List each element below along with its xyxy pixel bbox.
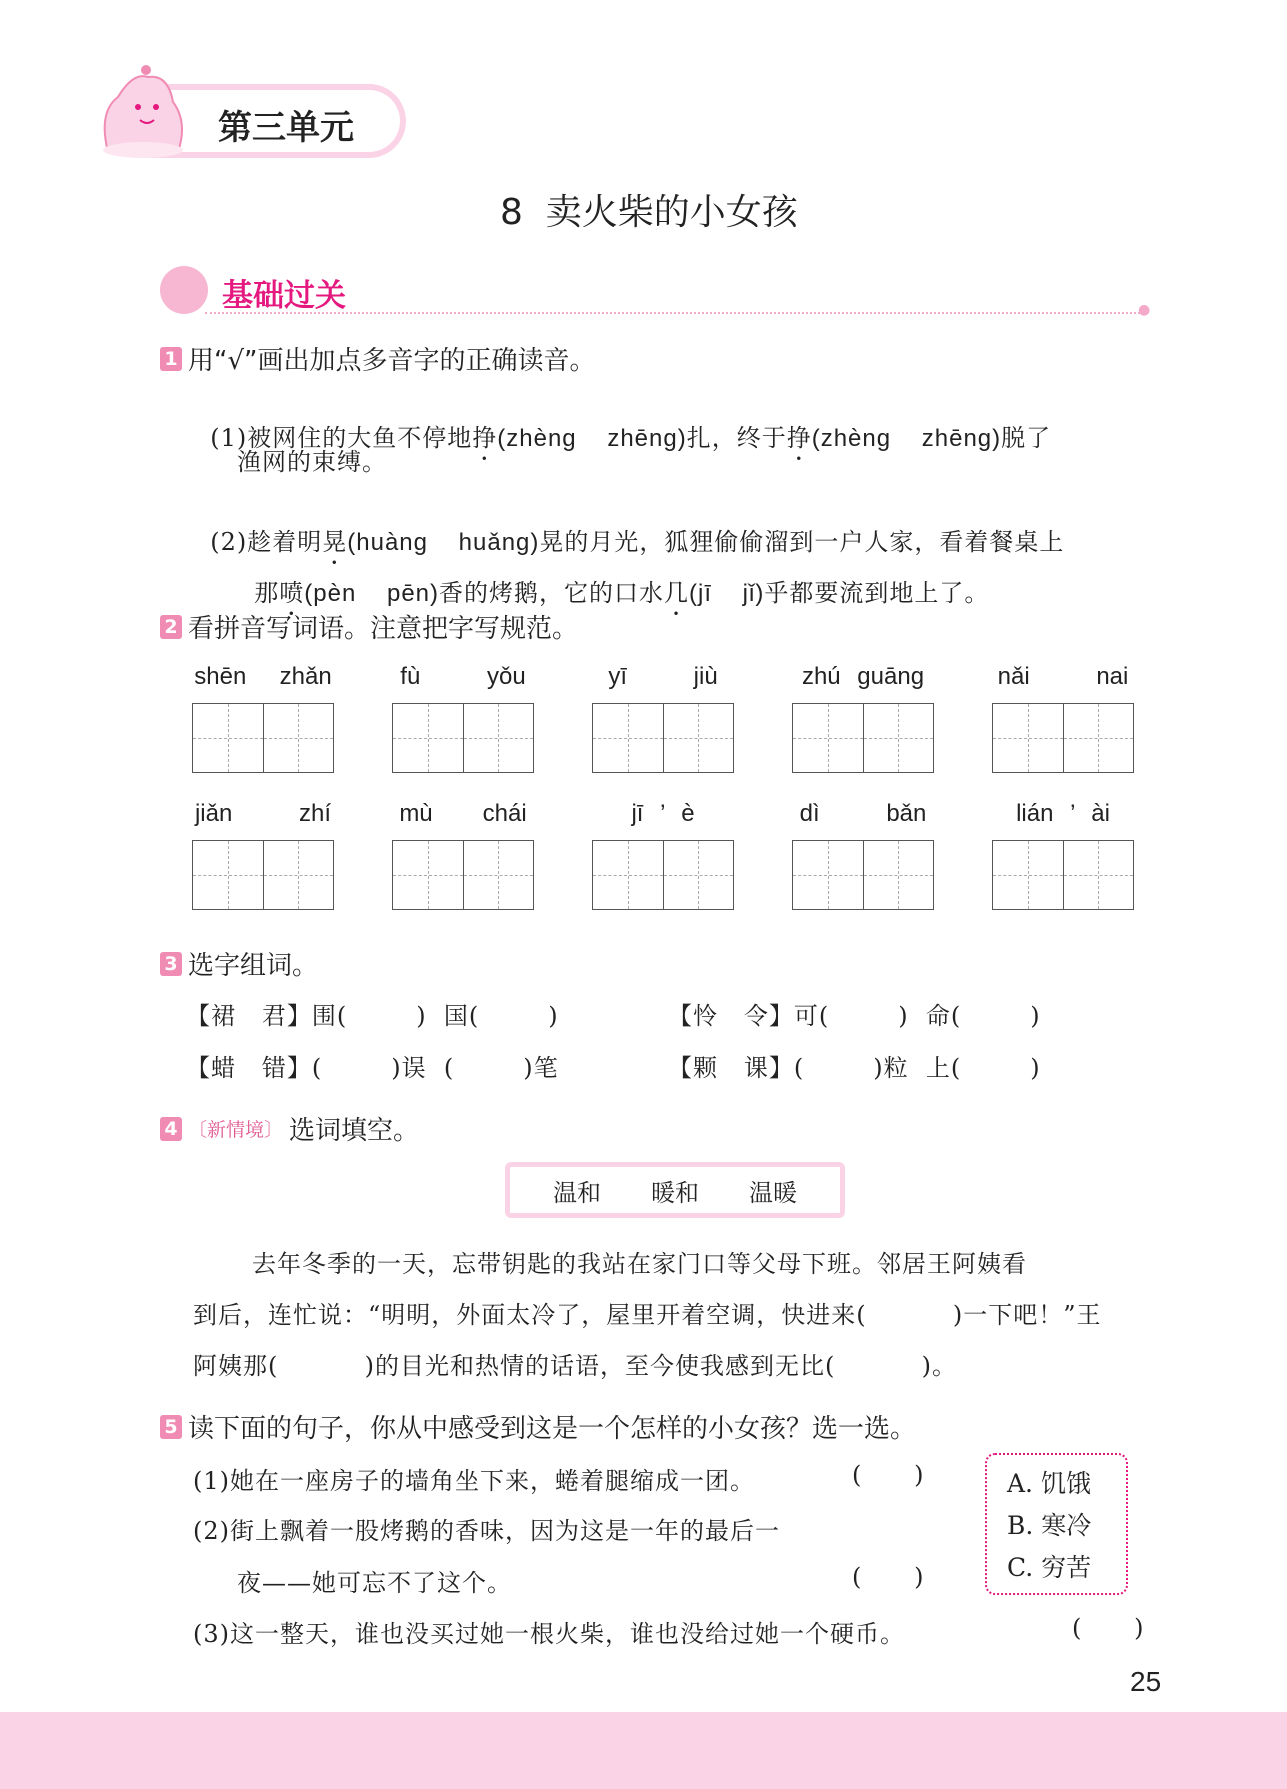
dotted-char: 喷 bbox=[279, 579, 305, 607]
text: (1)被网住的大鱼不停地 bbox=[210, 424, 473, 452]
q5-sentence-2-cont: 夜——她可忘不了这个。 bbox=[237, 1569, 512, 1597]
question-number: 4 bbox=[160, 1117, 182, 1141]
question-number: 1 bbox=[160, 347, 182, 371]
char-cell[interactable] bbox=[1064, 841, 1134, 909]
char-cell[interactable] bbox=[1064, 704, 1134, 772]
writing-box[interactable] bbox=[392, 840, 534, 910]
pinyin-prompt: shēn zhǎn bbox=[194, 663, 332, 690]
q5-sentence-1: (1)她在一座房子的墙角坐下来，蜷着腿缩成一团。 bbox=[193, 1467, 755, 1495]
q4-paragraph-line[interactable]: 阿姨那( )的目光和热情的话语，至今使我感到无比( )。 bbox=[193, 1352, 958, 1380]
pinyin-options[interactable]: (huàng huǎng)晃的月光，狐狸偷偷溜到一户人家，看着餐桌上 bbox=[347, 529, 1065, 556]
choice: C. 穷苦 bbox=[1007, 1553, 1092, 1582]
char-cell[interactable] bbox=[264, 704, 334, 772]
char-cell[interactable] bbox=[593, 704, 664, 772]
question-prompt: 读下面的句子，你从中感受到这是一个怎样的小女孩？选一选。 bbox=[188, 1414, 917, 1444]
dotted-char: 晃 bbox=[322, 528, 348, 556]
pinyin-prompt: zhú guāng bbox=[801, 663, 925, 690]
q3-item[interactable]: 【怜 令】可( ) 命( ) bbox=[668, 1002, 1041, 1030]
char-cell[interactable] bbox=[193, 841, 264, 909]
q3-item[interactable]: 【颗 课】( )粒 上( ) bbox=[668, 1054, 1041, 1082]
writing-box[interactable] bbox=[392, 703, 534, 773]
question-number: 3 bbox=[160, 952, 182, 976]
char-cell[interactable] bbox=[993, 704, 1064, 772]
section-title: 基础过关 bbox=[222, 278, 346, 314]
pinyin-options[interactable]: (zhèng zhēng)脱了 bbox=[811, 425, 1052, 452]
word-bank bbox=[505, 1162, 845, 1218]
writing-box[interactable] bbox=[192, 703, 334, 773]
char-cell[interactable] bbox=[864, 841, 934, 909]
answer-blank[interactable]: ( ) bbox=[1072, 1614, 1145, 1642]
pinyin-options[interactable]: (pèn pēn)香的烤鹅，它的口水 bbox=[304, 580, 665, 607]
pinyin-prompt: jī ’ è bbox=[631, 800, 695, 827]
writing-box[interactable] bbox=[792, 840, 934, 910]
char-cell[interactable] bbox=[193, 704, 264, 772]
dotted-char: 挣 bbox=[472, 424, 498, 452]
choice: A. 饥饿 bbox=[1007, 1469, 1091, 1498]
question-1-heading bbox=[160, 340, 596, 377]
question-number: 2 bbox=[160, 615, 182, 639]
char-cell[interactable] bbox=[593, 841, 664, 909]
pinyin-prompt: lián ’ ài bbox=[1016, 800, 1110, 827]
new-context-tag: 〔新情境〕 bbox=[188, 1119, 284, 1141]
char-cell[interactable] bbox=[664, 841, 734, 909]
text: (2)趁着明 bbox=[210, 528, 323, 556]
word-option: 暖和 bbox=[651, 1178, 699, 1207]
q4-paragraph-line: 去年冬季的一天，忘带钥匙的我站在家门口等父母下班。邻居王阿姨看 bbox=[252, 1250, 1027, 1278]
dotted-char: 挣 bbox=[786, 424, 812, 452]
text: 那 bbox=[254, 579, 280, 607]
question-prompt: 看拼音写词语。注意把字写规范。 bbox=[188, 614, 579, 644]
pinyin-options[interactable]: (jī jǐ)乎都要流到地上了。 bbox=[689, 580, 990, 607]
page-title: 8 卖火柴的小女孩 bbox=[500, 192, 798, 233]
section-icon bbox=[160, 266, 208, 314]
writing-box[interactable] bbox=[992, 703, 1134, 773]
char-cell[interactable] bbox=[264, 841, 334, 909]
writing-box[interactable] bbox=[792, 703, 934, 773]
q5-sentence-3: (3)这一整天，谁也没买过她一根火柴，谁也没给过她一个硬币。 bbox=[193, 1620, 905, 1648]
dotted-char: 几 bbox=[664, 579, 690, 607]
question-4-heading bbox=[160, 1110, 419, 1147]
q1-line-2: 渔网的束缚。 bbox=[237, 448, 387, 476]
q4-paragraph-line[interactable]: 到后，连忙说：“明明，外面太冷了，屋里开着空调，快进来( )一下吧！”王 bbox=[193, 1301, 1102, 1329]
char-cell[interactable] bbox=[793, 841, 864, 909]
q3-item[interactable]: 【裙 君】围( ) 国( ) bbox=[186, 1002, 559, 1030]
question-number: 5 bbox=[160, 1415, 182, 1439]
footer-band bbox=[0, 1712, 1287, 1789]
question-prompt: 选词填空。 bbox=[289, 1116, 420, 1146]
word-option: 温暖 bbox=[749, 1178, 797, 1207]
char-cell[interactable] bbox=[464, 704, 534, 772]
unit-label: 第三单元 bbox=[218, 108, 354, 148]
question-2-heading bbox=[160, 608, 578, 645]
question-3-heading bbox=[160, 945, 318, 982]
answer-blank[interactable]: ( ) bbox=[852, 1563, 925, 1591]
writing-box[interactable] bbox=[192, 840, 334, 910]
pinyin-prompt: jiǎn zhí bbox=[194, 800, 332, 827]
pinyin-prompt: fù yǒu bbox=[400, 663, 526, 690]
pinyin-prompt: nǎi nai bbox=[997, 663, 1129, 690]
char-cell[interactable] bbox=[993, 841, 1064, 909]
writing-box[interactable] bbox=[592, 703, 734, 773]
writing-box[interactable] bbox=[592, 840, 734, 910]
page-number: 25 bbox=[1130, 1666, 1162, 1697]
pinyin-prompt: mù chái bbox=[399, 800, 527, 827]
q3-item[interactable]: 【蜡 错】( )误 ( )笔 bbox=[186, 1054, 559, 1082]
mascot-icon bbox=[88, 62, 198, 160]
char-cell[interactable] bbox=[864, 704, 934, 772]
question-prompt: 选字组词。 bbox=[188, 951, 319, 981]
char-cell[interactable] bbox=[464, 841, 534, 909]
q5-sentence-2: (2)街上飘着一股烤鹅的香味，因为这是一年的最后一 bbox=[193, 1517, 780, 1545]
char-cell[interactable] bbox=[664, 704, 734, 772]
char-cell[interactable] bbox=[393, 704, 464, 772]
pinyin-prompt: dì bǎn bbox=[799, 800, 927, 827]
divider-dots-icon: ● bbox=[1138, 302, 1151, 318]
question-prompt: 用“√”画出加点多音字的正确读音。 bbox=[188, 346, 596, 376]
pinyin-options[interactable]: (zhèng zhēng)扎，终于 bbox=[497, 425, 787, 452]
char-cell[interactable] bbox=[793, 704, 864, 772]
pinyin-prompt: yī jiù bbox=[608, 663, 718, 690]
section-divider bbox=[205, 312, 1140, 314]
word-option: 温和 bbox=[553, 1178, 601, 1207]
choices-box bbox=[985, 1453, 1128, 1595]
choice: B. 寒冷 bbox=[1007, 1511, 1092, 1540]
char-cell[interactable] bbox=[393, 841, 464, 909]
question-5-heading bbox=[160, 1408, 916, 1445]
writing-box[interactable] bbox=[992, 840, 1134, 910]
answer-blank[interactable]: ( ) bbox=[852, 1461, 925, 1489]
